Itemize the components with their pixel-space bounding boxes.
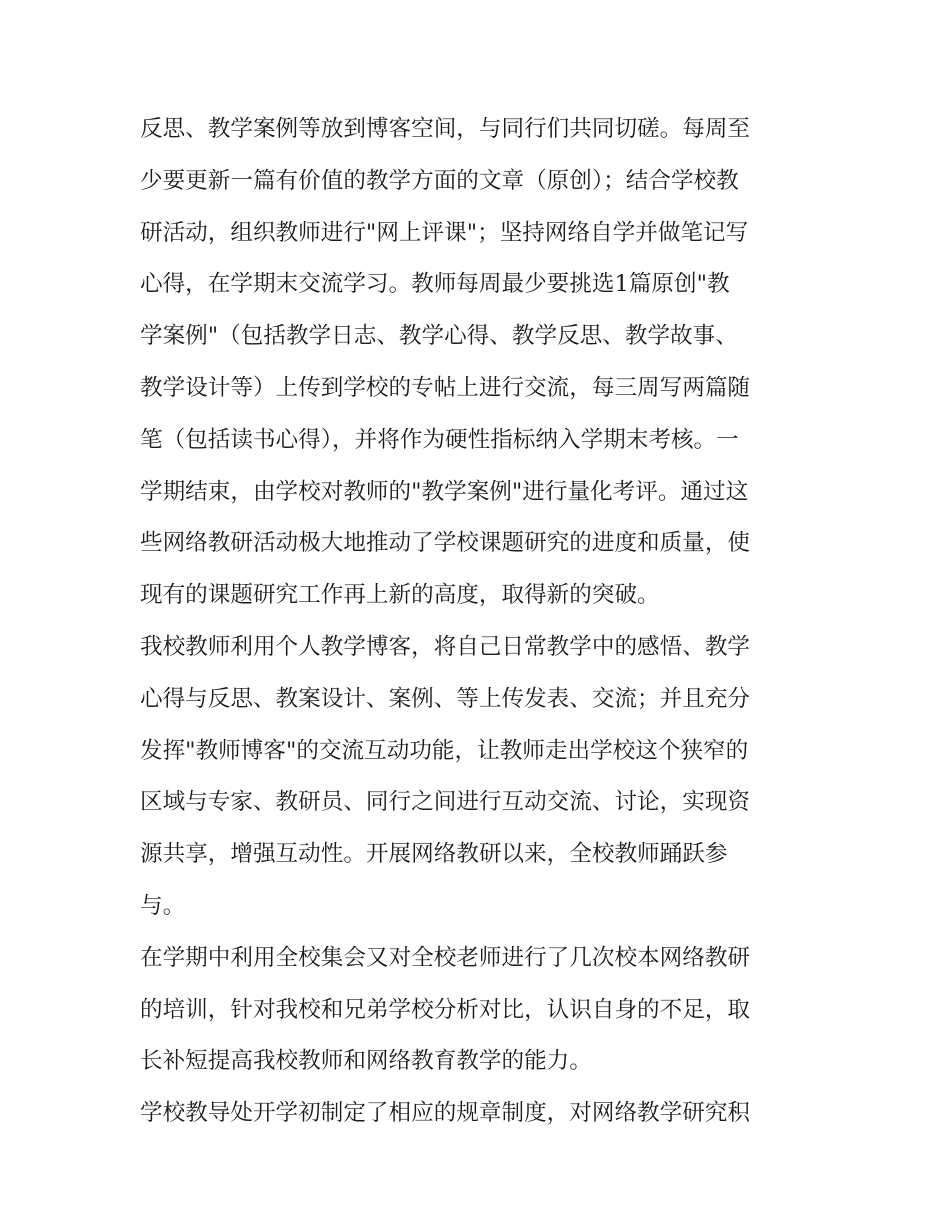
text-line: 心得与反思、教案设计、案例、等上传发表、交流；并且充分: [140, 685, 751, 712]
text-line: 我校教师利用个人教学博客，将自己日常教学中的感悟、教学: [140, 633, 751, 660]
text-line: 与。: [140, 892, 186, 919]
text-line: 现有的课题研究工作再上新的高度，取得新的突破。: [140, 582, 660, 609]
text-line: 些网络教研活动极大地推动了学校课题研究的进度和质量，使: [140, 530, 751, 557]
text-line: 反思、教学案例等放到博客空间，与同行们共同切磋。每周至: [140, 116, 751, 142]
text-line: 的培训，针对我校和兄弟学校分析对比，认识自身的不足，取: [140, 996, 751, 1023]
text-line: 学案例"（包括教学日志、教学心得、教学反思、教学故事、: [140, 323, 738, 350]
text-line: 研活动，组织教师进行"网上评课"；坚持网络自学并做笔记写: [140, 219, 749, 246]
text-line: 学期结束，由学校对教师的"教学案例"进行量化考评。通过这: [140, 478, 749, 505]
text-line: 笔（包括读书心得），并将作为硬性指标纳入学期末考核。一: [140, 426, 739, 453]
text-line: 学校教导处开学初制定了相应的规章制度，对网络教学研究积: [140, 1100, 751, 1127]
text-line: 长补短提高我校教师和网络教育教学的能力。: [140, 1048, 592, 1075]
text-line: 区域与专家、教研员、同行之间进行互动交流、讨论，实现资: [140, 789, 751, 816]
text-line: 源共享，增强互动性。开展网络教研以来，全校教师踊跃参: [140, 841, 728, 868]
text-line: 在学期中利用全校集会又对全校老师进行了几次校本网络教研: [140, 944, 751, 971]
text-line: 心得，在学期末交流学习。教师每周最少要挑选1篇原创"教: [140, 271, 730, 298]
document-body: [140, 104, 812, 1140]
text-line: 少要更新一篇有价值的教学方面的文章（原创）；结合学校教: [140, 167, 739, 194]
text-line: 教学设计等）上传到学校的专帖上进行交流，每三周写两篇随: [140, 374, 751, 401]
text-line: 发挥"教师博客"的交流互动功能，让教师走出学校这个狭窄的: [140, 737, 749, 764]
